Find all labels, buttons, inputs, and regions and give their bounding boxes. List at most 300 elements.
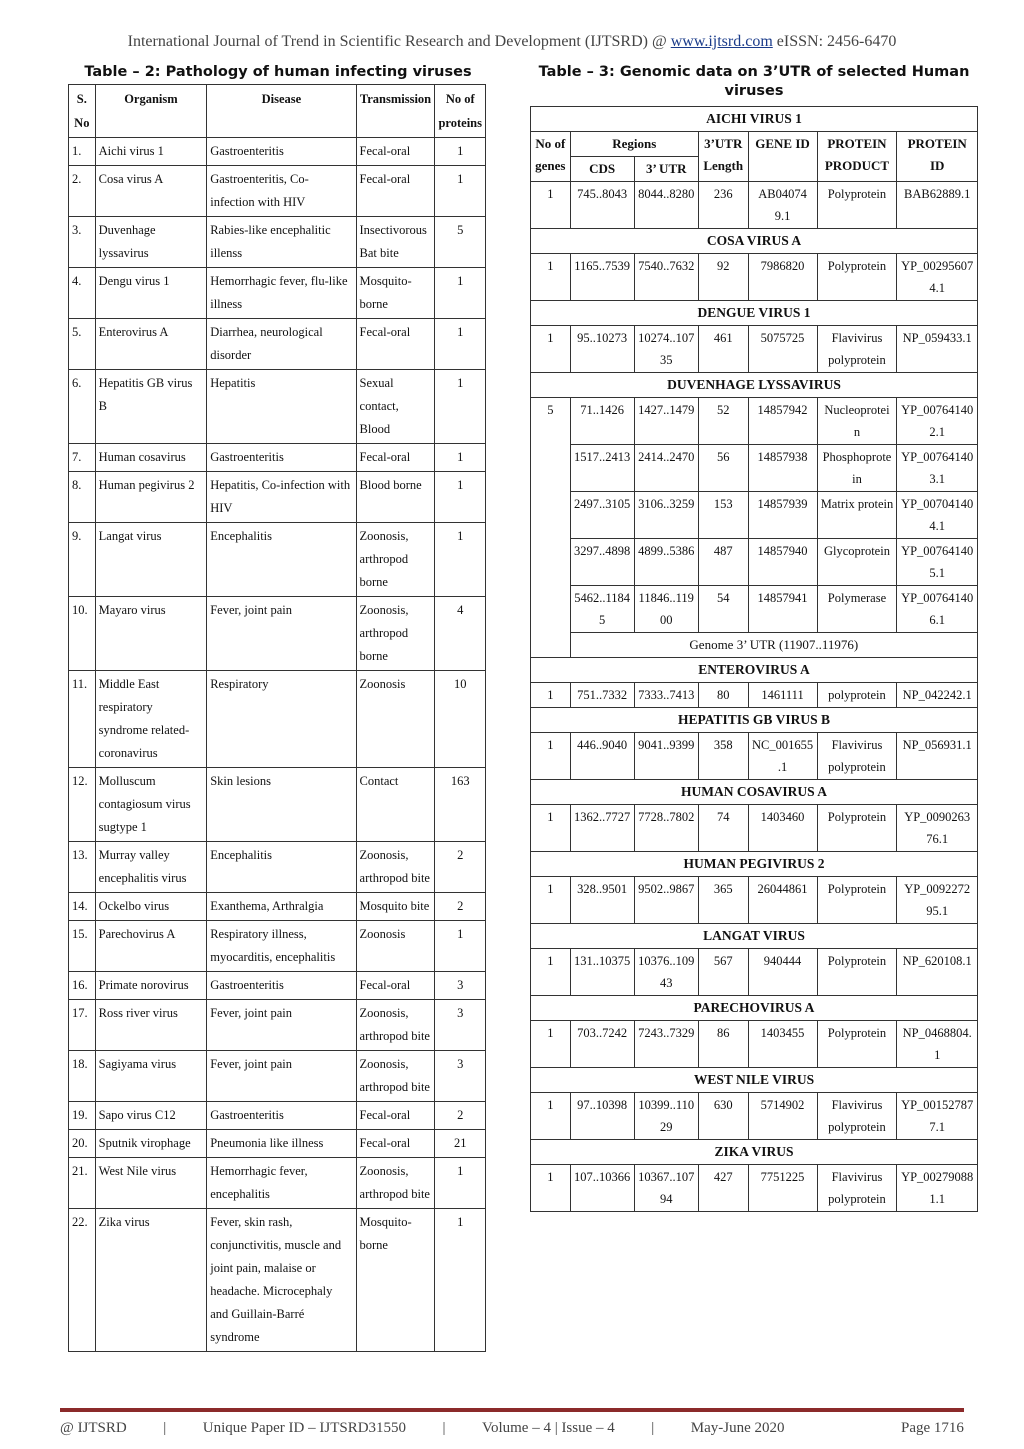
virus-group-row xyxy=(531,1140,978,1165)
cell-proteins: 21 xyxy=(435,1130,486,1158)
cell-utr-length: 487 xyxy=(698,539,748,586)
table-row xyxy=(69,1158,486,1209)
virus-group-row xyxy=(531,229,978,254)
cell-cds: 1517..2413 xyxy=(570,445,634,492)
cell-gene-id: 26044861 xyxy=(748,877,817,924)
table-row xyxy=(531,1093,978,1140)
cell-organism: Human pegivirus 2 xyxy=(95,472,207,523)
cell-proteins: 5 xyxy=(435,217,486,268)
cell-disease: Hepatitis xyxy=(207,370,356,444)
cell-gene-id: NC_001655 .1 xyxy=(748,733,817,780)
cell-utr-length: 54 xyxy=(698,586,748,633)
table-row xyxy=(531,683,978,708)
cell-transmission: Fecal-oral xyxy=(356,444,435,472)
cell-protein-product: Polyprotein xyxy=(817,949,897,996)
virus-group-name: LANGAT VIRUS xyxy=(531,924,978,949)
table-row xyxy=(531,733,978,780)
cell-organism: Enterovirus A xyxy=(95,319,207,370)
table-row xyxy=(69,921,486,972)
col-header-gene-id: GENE ID xyxy=(748,132,817,182)
cell-utr-length: 630 xyxy=(698,1093,748,1140)
cell-disease: Pneumonia like illness xyxy=(207,1130,356,1158)
cell-utr-length: 153 xyxy=(698,492,748,539)
pathology-table xyxy=(68,84,486,1352)
cell-proteins: 3 xyxy=(435,1051,486,1102)
cell-organism: Cosa virus A xyxy=(95,166,207,217)
cell-protein-product: Polyprotein xyxy=(817,254,897,301)
journal-link[interactable]: www.ijtsrd.com xyxy=(670,33,773,50)
cell-sno: 21. xyxy=(69,1158,96,1209)
cell-sno: 1. xyxy=(69,138,96,166)
cell-utr: 7243..7329 xyxy=(634,1021,698,1068)
footer-sep-1: | xyxy=(163,1420,167,1436)
cell-protein-id: YP_0090263 76.1 xyxy=(897,805,978,852)
cell-protein-product: Nucleoprotei n xyxy=(817,398,897,445)
cell-gene-id: 14857940 xyxy=(748,539,817,586)
cell-protein-id: NP_056931.1 xyxy=(897,733,978,780)
cell-protein-id: YP_00764140 3.1 xyxy=(897,445,978,492)
cell-cds: 703..7242 xyxy=(570,1021,634,1068)
cell-utr-length: 92 xyxy=(698,254,748,301)
table-row xyxy=(531,182,978,229)
cell-organism: Middle East respiratory syndrome related-coronavirus xyxy=(95,671,207,768)
cell-sno: 10. xyxy=(69,597,96,671)
cell-transmission: Mosquito-borne xyxy=(356,268,435,319)
virus-group-row xyxy=(531,852,978,877)
cell-protein-id: YP_00295607 4.1 xyxy=(897,254,978,301)
cell-utr: 9041..9399 xyxy=(634,733,698,780)
cell-sno: 20. xyxy=(69,1130,96,1158)
table-row xyxy=(69,1209,486,1352)
cell-cds: 95..10273 xyxy=(570,326,634,373)
table-row xyxy=(531,805,978,852)
col-header-protein-product: PROTEIN PRODUCT xyxy=(817,132,897,182)
cell-disease: Respiratory illness, myocarditis, encephalitis xyxy=(207,921,356,972)
cell-organism: Sagiyama virus xyxy=(95,1051,207,1102)
cell-gene-id: 7751225 xyxy=(748,1165,817,1212)
cell-cds: 3297..4898 xyxy=(570,539,634,586)
cell-transmission: Fecal-oral xyxy=(356,1102,435,1130)
col-header-utr: 3’ UTR xyxy=(634,157,698,182)
cell-organism: Langat virus xyxy=(95,523,207,597)
cell-disease: Fever, joint pain xyxy=(207,597,356,671)
virus-group-row xyxy=(531,1068,978,1093)
cell-protein-product: Flavivirus polyprotein xyxy=(817,326,897,373)
virus-group-name: ZIKA VIRUS xyxy=(531,1140,978,1165)
footer-volume: Volume – 4 | Issue – 4 xyxy=(482,1420,615,1436)
cell-cds: 2497..3105 xyxy=(570,492,634,539)
cell-utr-length: 236 xyxy=(698,182,748,229)
cell-organism: Ross river virus xyxy=(95,1000,207,1051)
cell-sno: 5. xyxy=(69,319,96,370)
cell-cds: 97..10398 xyxy=(570,1093,634,1140)
cell-sno: 7. xyxy=(69,444,96,472)
cell-utr-length: 80 xyxy=(698,683,748,708)
cell-disease: Fever, skin rash, conjunctivitis, muscle and joint pain, malaise or headache. Microcephaly and Guillain-Barré syndrome xyxy=(207,1209,356,1352)
virus-group-name: WEST NILE VIRUS xyxy=(531,1068,978,1093)
cell-gene-id: 14857942 xyxy=(748,398,817,445)
cell-disease: Respiratory xyxy=(207,671,356,768)
cell-organism: Sapo virus C12 xyxy=(95,1102,207,1130)
table-row xyxy=(69,972,486,1000)
table-header-row xyxy=(69,85,486,138)
cell-disease: Hemorrhagic fever, encephalitis xyxy=(207,1158,356,1209)
cell-proteins: 3 xyxy=(435,1000,486,1051)
cell-proteins: 1 xyxy=(435,1158,486,1209)
table-row xyxy=(69,1102,486,1130)
cell-gene-id: 1403460 xyxy=(748,805,817,852)
col-header-organism: Organism xyxy=(95,85,207,138)
footer-date: May-June 2020 xyxy=(690,1420,785,1436)
table-row xyxy=(69,166,486,217)
cell-disease: Exanthema, Arthralgia xyxy=(207,893,356,921)
cell-genes: 1 xyxy=(531,254,571,301)
cell-sno: 2. xyxy=(69,166,96,217)
cell-cds: 5462..1184 5 xyxy=(570,586,634,633)
cell-organism: Murray valley encephalitis virus xyxy=(95,842,207,893)
cell-protein-id: NP_059433.1 xyxy=(897,326,978,373)
cell-proteins: 1 xyxy=(435,319,486,370)
virus-group-name: DUVENHAGE LYSSAVIRUS xyxy=(531,373,978,398)
table3-caption: Table – 3: Genomic data on 3’UTR of selected Human viruses xyxy=(538,64,970,99)
table-row xyxy=(69,138,486,166)
cell-disease: Fever, joint pain xyxy=(207,1051,356,1102)
cell-proteins: 1 xyxy=(435,472,486,523)
genome-utr-note: Genome 3’ UTR (11907..11976) xyxy=(570,633,977,658)
cell-utr: 7728..7802 xyxy=(634,805,698,852)
header-suffix: eISSN: 2456-6470 xyxy=(772,33,897,50)
cell-genes: 1 xyxy=(531,182,571,229)
cell-utr: 10399..110 29 xyxy=(634,1093,698,1140)
table-row xyxy=(69,671,486,768)
cell-utr: 10376..109 43 xyxy=(634,949,698,996)
cell-utr-length: 365 xyxy=(698,877,748,924)
table-row xyxy=(69,1130,486,1158)
virus-group-name: DENGUE VIRUS 1 xyxy=(531,301,978,326)
virus-group-name: HUMAN PEGIVIRUS 2 xyxy=(531,852,978,877)
cell-proteins: 1 xyxy=(435,268,486,319)
cell-protein-product: Phosphoprote in xyxy=(817,445,897,492)
virus-group-name: COSA VIRUS A xyxy=(531,229,978,254)
cell-proteins: 163 xyxy=(435,768,486,842)
cell-transmission: Contact xyxy=(356,768,435,842)
cell-protein-id: YP_00764140 2.1 xyxy=(897,398,978,445)
col-header-proteins: No of proteins xyxy=(435,85,486,138)
cell-gene-id: 14857941 xyxy=(748,586,817,633)
cell-sno: 3. xyxy=(69,217,96,268)
cell-protein-id: YP_00279088 1.1 xyxy=(897,1165,978,1212)
cell-disease: Gastroenteritis xyxy=(207,444,356,472)
cell-organism: Duvenhage lyssavirus xyxy=(95,217,207,268)
table-row xyxy=(531,949,978,996)
genomic-table xyxy=(530,106,978,1212)
cell-protein-id: BAB62889.1 xyxy=(897,182,978,229)
cell-genes: 1 xyxy=(531,805,571,852)
table-row xyxy=(69,768,486,842)
table-row xyxy=(69,472,486,523)
cell-transmission: Zoonosis, arthropod borne xyxy=(356,523,435,597)
table-row xyxy=(531,398,978,445)
cell-sno: 11. xyxy=(69,671,96,768)
cell-protein-id: NP_042242.1 xyxy=(897,683,978,708)
cell-sno: 22. xyxy=(69,1209,96,1352)
table-row xyxy=(69,319,486,370)
cell-utr-length: 567 xyxy=(698,949,748,996)
cell-transmission: Zoonosis, arthropod bite xyxy=(356,1158,435,1209)
cell-proteins: 1 xyxy=(435,523,486,597)
cell-disease: Rabies-like encephalitic illenss xyxy=(207,217,356,268)
cell-transmission: Fecal-oral xyxy=(356,1130,435,1158)
cell-protein-id: YP_00764140 5.1 xyxy=(897,539,978,586)
cell-transmission: Fecal-oral xyxy=(356,972,435,1000)
virus-group-name: HEPATITIS GB VIRUS B xyxy=(531,708,978,733)
cell-organism: Sputnik virophage xyxy=(95,1130,207,1158)
cell-cds: 328..9501 xyxy=(570,877,634,924)
cell-disease: Gastroenteritis xyxy=(207,972,356,1000)
footer-sep-2: | xyxy=(442,1420,446,1436)
virus-group-row xyxy=(531,658,978,683)
cell-cds: 751..7332 xyxy=(570,683,634,708)
col-header-utr-length: 3’UTR Length xyxy=(698,132,748,182)
cell-disease: Gastroenteritis xyxy=(207,1102,356,1130)
table-row xyxy=(69,1000,486,1051)
footer-paper-id: Unique Paper ID – IJTSRD31550 xyxy=(202,1420,407,1436)
table-row xyxy=(69,893,486,921)
col-header-transmission: Transmission xyxy=(356,85,435,138)
cell-disease: Gastroenteritis, Co-infection with HIV xyxy=(207,166,356,217)
cell-protein-product: Flavivirus polyprotein xyxy=(817,1093,897,1140)
cell-protein-product: Polyprotein xyxy=(817,182,897,229)
cell-organism: Human cosavirus xyxy=(95,444,207,472)
page-footer xyxy=(60,1420,964,1437)
table-row xyxy=(531,492,978,539)
cell-utr: 8044..8280 xyxy=(634,182,698,229)
cell-organism: Mayaro virus xyxy=(95,597,207,671)
cell-utr: 1427..1479 xyxy=(634,398,698,445)
cell-sno: 14. xyxy=(69,893,96,921)
cell-transmission: Fecal-oral xyxy=(356,138,435,166)
cell-gene-id: 14857939 xyxy=(748,492,817,539)
cell-disease: Fever, joint pain xyxy=(207,1000,356,1051)
footer-journal: @ IJTSRD xyxy=(60,1420,127,1436)
col-header-genes: No of genes xyxy=(531,132,571,182)
cell-organism: Ockelbo virus xyxy=(95,893,207,921)
cell-protein-id: YP_00152787 7.1 xyxy=(897,1093,978,1140)
cell-genes: 1 xyxy=(531,733,571,780)
cell-utr-length: 86 xyxy=(698,1021,748,1068)
cell-proteins: 2 xyxy=(435,1102,486,1130)
cell-organism: Zika virus xyxy=(95,1209,207,1352)
cell-genes: 1 xyxy=(531,683,571,708)
cell-protein-product: Flavivirus polyprotein xyxy=(817,733,897,780)
cell-transmission: Insectivorous Bat bite xyxy=(356,217,435,268)
table-row xyxy=(531,445,978,492)
footer-page: Page 1716 xyxy=(901,1420,964,1436)
cell-transmission: Fecal-oral xyxy=(356,319,435,370)
table-row xyxy=(531,539,978,586)
footer-rule xyxy=(60,1408,964,1412)
col-header-protein-id: PROTEIN ID xyxy=(897,132,978,182)
cell-genes: 1 xyxy=(531,1093,571,1140)
virus-group-row xyxy=(531,107,978,132)
cell-utr-length: 461 xyxy=(698,326,748,373)
cell-genes: 1 xyxy=(531,326,571,373)
cell-utr: 7540..7632 xyxy=(634,254,698,301)
cell-transmission: Blood borne xyxy=(356,472,435,523)
cell-gene-id: 940444 xyxy=(748,949,817,996)
table-row xyxy=(69,444,486,472)
cell-protein-product: Polyprotein xyxy=(817,877,897,924)
cell-sno: 4. xyxy=(69,268,96,319)
cell-gene-id: 1403455 xyxy=(748,1021,817,1068)
cell-sno: 8. xyxy=(69,472,96,523)
genomic-table-body xyxy=(531,107,978,1212)
cell-cds: 745..8043 xyxy=(570,182,634,229)
table-row xyxy=(531,326,978,373)
cell-transmission: Mosquito-borne xyxy=(356,1209,435,1352)
cell-proteins: 4 xyxy=(435,597,486,671)
cell-organism: Hepatitis GB virus B xyxy=(95,370,207,444)
table-row xyxy=(69,1051,486,1102)
cell-organism: West Nile virus xyxy=(95,1158,207,1209)
cell-proteins: 1 xyxy=(435,370,486,444)
cell-protein-id: NP_0468804. 1 xyxy=(897,1021,978,1068)
genome-row xyxy=(531,633,978,658)
cell-cds: 107..10366 xyxy=(570,1165,634,1212)
cell-proteins: 2 xyxy=(435,842,486,893)
cell-gene-id: 14857938 xyxy=(748,445,817,492)
table-row xyxy=(531,254,978,301)
virus-group-row xyxy=(531,996,978,1021)
cell-sno: 12. xyxy=(69,768,96,842)
cell-cds: 1362..7727 xyxy=(570,805,634,852)
cell-protein-product: Glycoprotein xyxy=(817,539,897,586)
cell-transmission: Zoonosis xyxy=(356,671,435,768)
cell-proteins: 1 xyxy=(435,166,486,217)
virus-group-row xyxy=(531,924,978,949)
cell-protein-id: YP_00764140 6.1 xyxy=(897,586,978,633)
cell-disease: Skin lesions xyxy=(207,768,356,842)
cell-organism: Aichi virus 1 xyxy=(95,138,207,166)
cell-protein-id: YP_00704140 4.1 xyxy=(897,492,978,539)
virus-group-name: PARECHOVIRUS A xyxy=(531,996,978,1021)
cell-proteins: 1 xyxy=(435,444,486,472)
cell-organism: Dengu virus 1 xyxy=(95,268,207,319)
virus-group-row xyxy=(531,301,978,326)
cell-transmission: Zoonosis xyxy=(356,921,435,972)
table-row xyxy=(69,217,486,268)
cell-sno: 19. xyxy=(69,1102,96,1130)
table2-caption: Table – 2: Pathology of human infecting viruses xyxy=(84,64,472,80)
cell-utr-length: 358 xyxy=(698,733,748,780)
cell-transmission: Mosquito bite xyxy=(356,893,435,921)
cell-proteins: 1 xyxy=(435,1209,486,1352)
table-row xyxy=(69,597,486,671)
cell-cds: 131..10375 xyxy=(570,949,634,996)
table-row xyxy=(531,877,978,924)
cell-disease: Diarrhea, neurological disorder xyxy=(207,319,356,370)
cell-transmission: Zoonosis, arthropod borne xyxy=(356,597,435,671)
cell-proteins: 10 xyxy=(435,671,486,768)
table-row xyxy=(69,268,486,319)
cell-disease: Encephalitis xyxy=(207,842,356,893)
col-header-regions: Regions xyxy=(570,132,698,157)
cell-utr: 10274..107 35 xyxy=(634,326,698,373)
cell-proteins: 1 xyxy=(435,921,486,972)
table-row xyxy=(69,370,486,444)
cell-transmission: Zoonosis, arthropod bite xyxy=(356,1051,435,1102)
virus-group-name: AICHI VIRUS 1 xyxy=(531,107,978,132)
cell-utr: 11846..119 00 xyxy=(634,586,698,633)
cell-sno: 17. xyxy=(69,1000,96,1051)
cell-utr: 9502..9867 xyxy=(634,877,698,924)
cell-genes: 5 xyxy=(531,398,571,658)
cell-protein-id: NP_620108.1 xyxy=(897,949,978,996)
table-row xyxy=(69,842,486,893)
cell-utr-length: 56 xyxy=(698,445,748,492)
cell-disease: Hemorrhagic fever, flu-like illness xyxy=(207,268,356,319)
virus-group-name: ENTEROVIRUS A xyxy=(531,658,978,683)
cell-transmission: Fecal-oral xyxy=(356,166,435,217)
cell-protein-product: Polymerase xyxy=(817,586,897,633)
table-row xyxy=(531,1165,978,1212)
cell-sno: 18. xyxy=(69,1051,96,1102)
virus-group-row xyxy=(531,708,978,733)
cell-gene-id: 5714902 xyxy=(748,1093,817,1140)
cell-utr: 2414..2470 xyxy=(634,445,698,492)
col-header-sno: S. No xyxy=(69,85,96,138)
cell-protein-product: Polyprotein xyxy=(817,1021,897,1068)
cell-organism: Primate norovirus xyxy=(95,972,207,1000)
virus-group-row xyxy=(531,780,978,805)
cell-gene-id: 5075725 xyxy=(748,326,817,373)
table-row xyxy=(531,586,978,633)
cell-proteins: 2 xyxy=(435,893,486,921)
pathology-table-body xyxy=(69,138,486,1352)
footer-sep-3: | xyxy=(651,1420,655,1436)
cell-proteins: 3 xyxy=(435,972,486,1000)
cell-sno: 15. xyxy=(69,921,96,972)
cell-proteins: 1 xyxy=(435,138,486,166)
cell-protein-id: YP_0092272 95.1 xyxy=(897,877,978,924)
cell-disease: Gastroenteritis xyxy=(207,138,356,166)
cell-disease: Encephalitis xyxy=(207,523,356,597)
cell-organism: Parechovirus A xyxy=(95,921,207,972)
running-header xyxy=(0,33,1024,51)
virus-group-name: HUMAN COSAVIRUS A xyxy=(531,780,978,805)
cell-transmission: Sexual contact, Blood xyxy=(356,370,435,444)
cell-gene-id: 7986820 xyxy=(748,254,817,301)
cell-utr-length: 52 xyxy=(698,398,748,445)
cell-utr: 3106..3259 xyxy=(634,492,698,539)
cell-disease: Hepatitis, Co-infection with HIV xyxy=(207,472,356,523)
cell-cds: 71..1426 xyxy=(570,398,634,445)
cell-sno: 13. xyxy=(69,842,96,893)
cell-protein-product: Flavivirus polyprotein xyxy=(817,1165,897,1212)
cell-sno: 6. xyxy=(69,370,96,444)
cell-genes: 1 xyxy=(531,877,571,924)
cell-transmission: Zoonosis, arthropod bite xyxy=(356,842,435,893)
cell-utr-length: 427 xyxy=(698,1165,748,1212)
cell-genes: 1 xyxy=(531,1021,571,1068)
cell-transmission: Zoonosis, arthropod bite xyxy=(356,1000,435,1051)
cell-protein-product: polyprotein xyxy=(817,683,897,708)
cell-sno: 16. xyxy=(69,972,96,1000)
virus-group-row xyxy=(531,373,978,398)
table-row xyxy=(69,523,486,597)
col-header-cds: CDS xyxy=(570,157,634,182)
cell-cds: 446..9040 xyxy=(570,733,634,780)
